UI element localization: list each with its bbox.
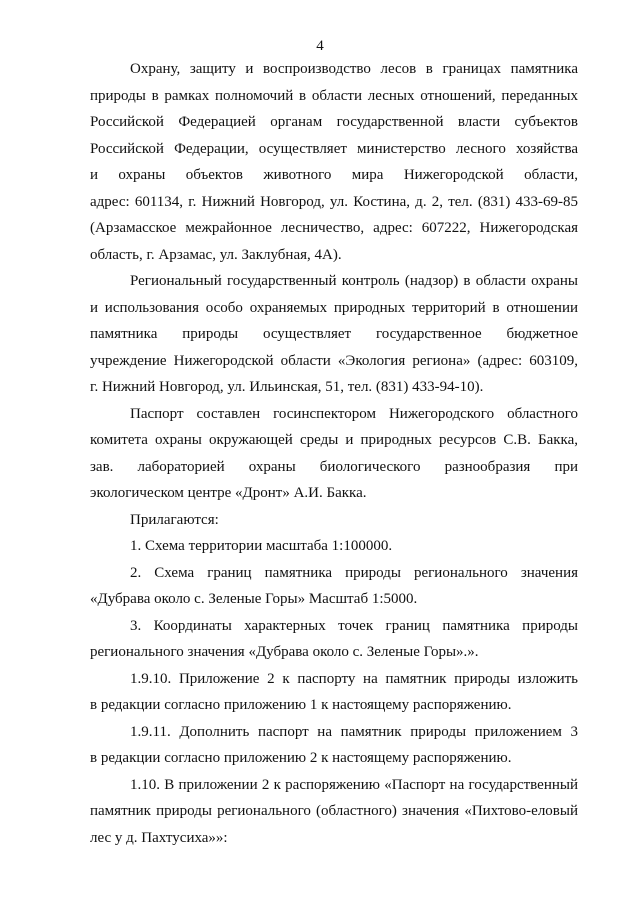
text-line: в редакции согласно приложению 1 к настоящему распоряжению. [90,697,512,713]
text-line: 1.9.10. Приложение 2 к паспорту на памятник природы изложить [130,670,578,687]
text-line: зав. лабораторией охраны биологического разнообразия при [90,458,578,475]
paragraph [90,772,578,852]
text-line: и охраны объектов животного мира Нижегородской области, [90,167,578,183]
text-line: экологическом центре «Дронт» А.И. Бакка. [90,485,367,501]
text-line: Российской Федерацией органам государственной власти субъектов [90,114,578,130]
text-line: Охрану, защиту и воспроизводство лесов в границах памятника [130,61,578,77]
text-line: природы в рамках полномочий в области лесных отношений, переданных [90,87,578,104]
text-line: памятник природы регионального (областного) значения «Пихтово-еловый [90,803,578,819]
paragraph [90,560,578,613]
text-line: 2. Схема границ памятника природы регионального значения [130,564,578,581]
text-line: регионального значения «Дубрава около с. Зеленые Горы».». [90,644,479,660]
paragraph [90,719,578,772]
text-line: в редакции согласно приложению 2 к настоящему распоряжению. [90,750,512,766]
paragraph [90,507,578,534]
text-line: памятника природы осуществляет государственное бюджетное [90,326,578,342]
text-line: 1.10. В приложении 2 к распоряжению «Паспорт на государственный [130,776,578,793]
paragraph [90,666,578,719]
text-line: область, г. Арзамас, ул. Заклубная, 4А). [90,246,342,263]
text-line: Паспорт составлен госинспектором Нижегородского областного [130,405,578,422]
text-line: (Арзамасское межрайонное лесничество, адрес: 607222, Нижегородская [90,220,578,236]
text-line: Российской Федерации, осуществляет министерство лесного хозяйства [90,140,578,157]
paragraph [90,533,578,560]
text-line: адрес: 601134, г. Нижний Новгород, ул. Костина, д. 2, тел. (831) 433-69-85 [90,193,578,210]
text-line: Прилагаются: [130,511,219,528]
text-line: комитета охраны окружающей среды и природных ресурсов С.В. Бакка, [90,432,578,448]
text-line: г. Нижний Новгород, ул. Ильинская, 51, тел. (831) 433-94-10). [90,379,484,395]
text-line: 1.9.11. Дополнить паспорт на памятник природы приложением 3 [130,723,578,740]
document-body [90,56,578,851]
text-line: лес у д. Пахтусиха»»: [90,829,228,846]
text-line: Региональный государственный контроль (надзор) в области охраны [130,273,578,289]
paragraph [90,613,578,666]
text-line: учреждение Нижегородской области «Экология региона» (адрес: 603109, [90,352,578,369]
page-number: 4 [316,38,324,54]
text-line: «Дубрава около с. Зеленые Горы» Масштаб 1:5000. [90,591,418,607]
paragraph [90,268,578,401]
text-line: 3. Координаты характерных точек границ памятника природы [130,617,578,634]
paragraph [90,401,578,507]
paragraph [90,56,578,268]
text-line: 1. Схема территории масштаба 1:100000. [130,538,393,554]
text-line: и использования особо охраняемых природных территорий в отношении [90,299,578,316]
